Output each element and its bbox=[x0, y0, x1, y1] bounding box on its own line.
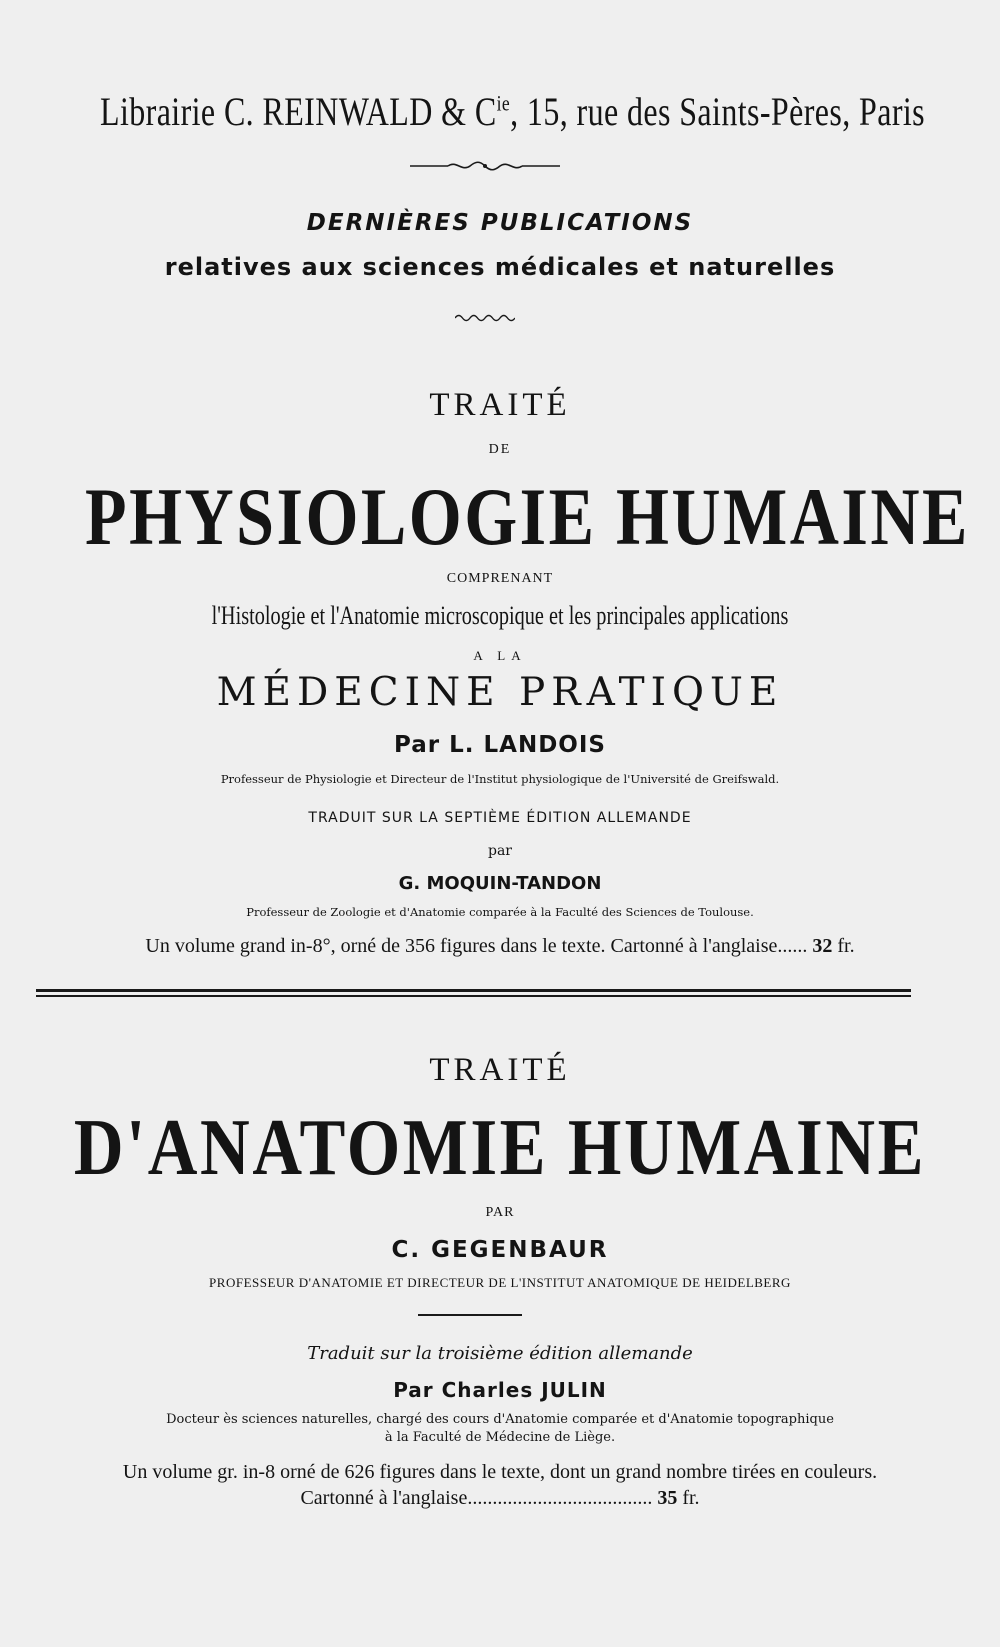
book2-binding: Cartonné à l'anglaise..................................... bbox=[300, 1487, 653, 1509]
wave-ornament bbox=[455, 312, 515, 322]
book2-author: C. GEGENBAUR bbox=[391, 1237, 609, 1263]
book1-comprenant: COMPRENANT bbox=[446, 571, 554, 586]
book2-translation-note: Traduit sur la troisième édition allemande bbox=[307, 1343, 693, 1364]
book1-price-line bbox=[0, 935, 1000, 958]
book2-translator-title-1: Docteur ès sciences naturelles, chargé des cours d'Anatomie comparée et d'Anatomie topographique bbox=[166, 1412, 834, 1427]
book1-author: Par L. LANDOIS bbox=[394, 732, 606, 758]
publisher-address: , 15, rue des Saints-Pères, Paris bbox=[510, 89, 926, 134]
flourish-ornament bbox=[410, 158, 560, 174]
book1-field: MÉDECINE PRATIQUE bbox=[216, 670, 784, 715]
book2-title: D'ANATOMIE HUMAINE bbox=[73, 1104, 927, 1192]
book1-translator: G. MOQUIN-TANDON bbox=[398, 873, 602, 894]
book2-translator: Par Charles JULIN bbox=[393, 1378, 607, 1402]
series-subtitle: relatives aux sciences médicales et naturelles bbox=[164, 253, 836, 281]
section-divider-bottom bbox=[36, 995, 911, 997]
book1-pre-title: TRAITÉ bbox=[429, 387, 571, 423]
series-heading: DERNIÈRES PUBLICATIONS bbox=[306, 210, 694, 236]
book2-author-title: PROFESSEUR D'ANATOMIE ET DIRECTEUR DE L'INSTITUT ANATOMIQUE DE HEIDELBERG bbox=[209, 1275, 791, 1290]
book2-translator-title-2: à la Faculté de Médecine de Liège. bbox=[384, 1430, 616, 1445]
book1-par: par bbox=[487, 843, 512, 859]
book2-price-line bbox=[0, 1487, 1000, 1510]
section-divider-top bbox=[36, 989, 911, 992]
book1-a-la: A LA bbox=[473, 648, 527, 663]
publisher-superscript: ie bbox=[496, 90, 511, 116]
book2-currency: fr. bbox=[682, 1487, 700, 1509]
book2-description: Un volume gr. in-8 orné de 626 figures dans le texte, dont un grand nombre tirées en couleurs. bbox=[122, 1461, 878, 1483]
book1-currency: fr. bbox=[837, 935, 855, 957]
book1-translator-title: Professeur de Zoologie et d'Anatomie comparée à la Faculté des Sciences de Toulouse. bbox=[246, 905, 754, 919]
publisher-name: Librairie C. REINWALD & C bbox=[100, 89, 497, 134]
publisher-header bbox=[100, 88, 926, 135]
book2-par: PAR bbox=[485, 1205, 515, 1220]
book1-price: 32 bbox=[812, 935, 833, 957]
book1-translation-note: TRADUIT SUR LA SEPTIÈME ÉDITION ALLEMANDE bbox=[308, 810, 692, 826]
book1-subject: l'Histologie et l'Anatomie microscopique et les principales applications bbox=[211, 601, 789, 630]
book1-description: Un volume grand in-8°, orné de 356 figures dans le texte. Cartonné à l'anglaise...... bbox=[145, 935, 808, 957]
book2-divider bbox=[418, 1314, 522, 1316]
book1-title: PHYSIOLOGIE HUMAINE bbox=[85, 471, 970, 562]
book2-price: 35 bbox=[657, 1487, 678, 1509]
book1-de: DE bbox=[488, 442, 512, 457]
book1-author-title: Professeur de Physiologie et Directeur de l'Institut physiologique de l'Université de Greifswald. bbox=[220, 772, 780, 786]
book2-pre-title: TRAITÉ bbox=[429, 1052, 571, 1088]
